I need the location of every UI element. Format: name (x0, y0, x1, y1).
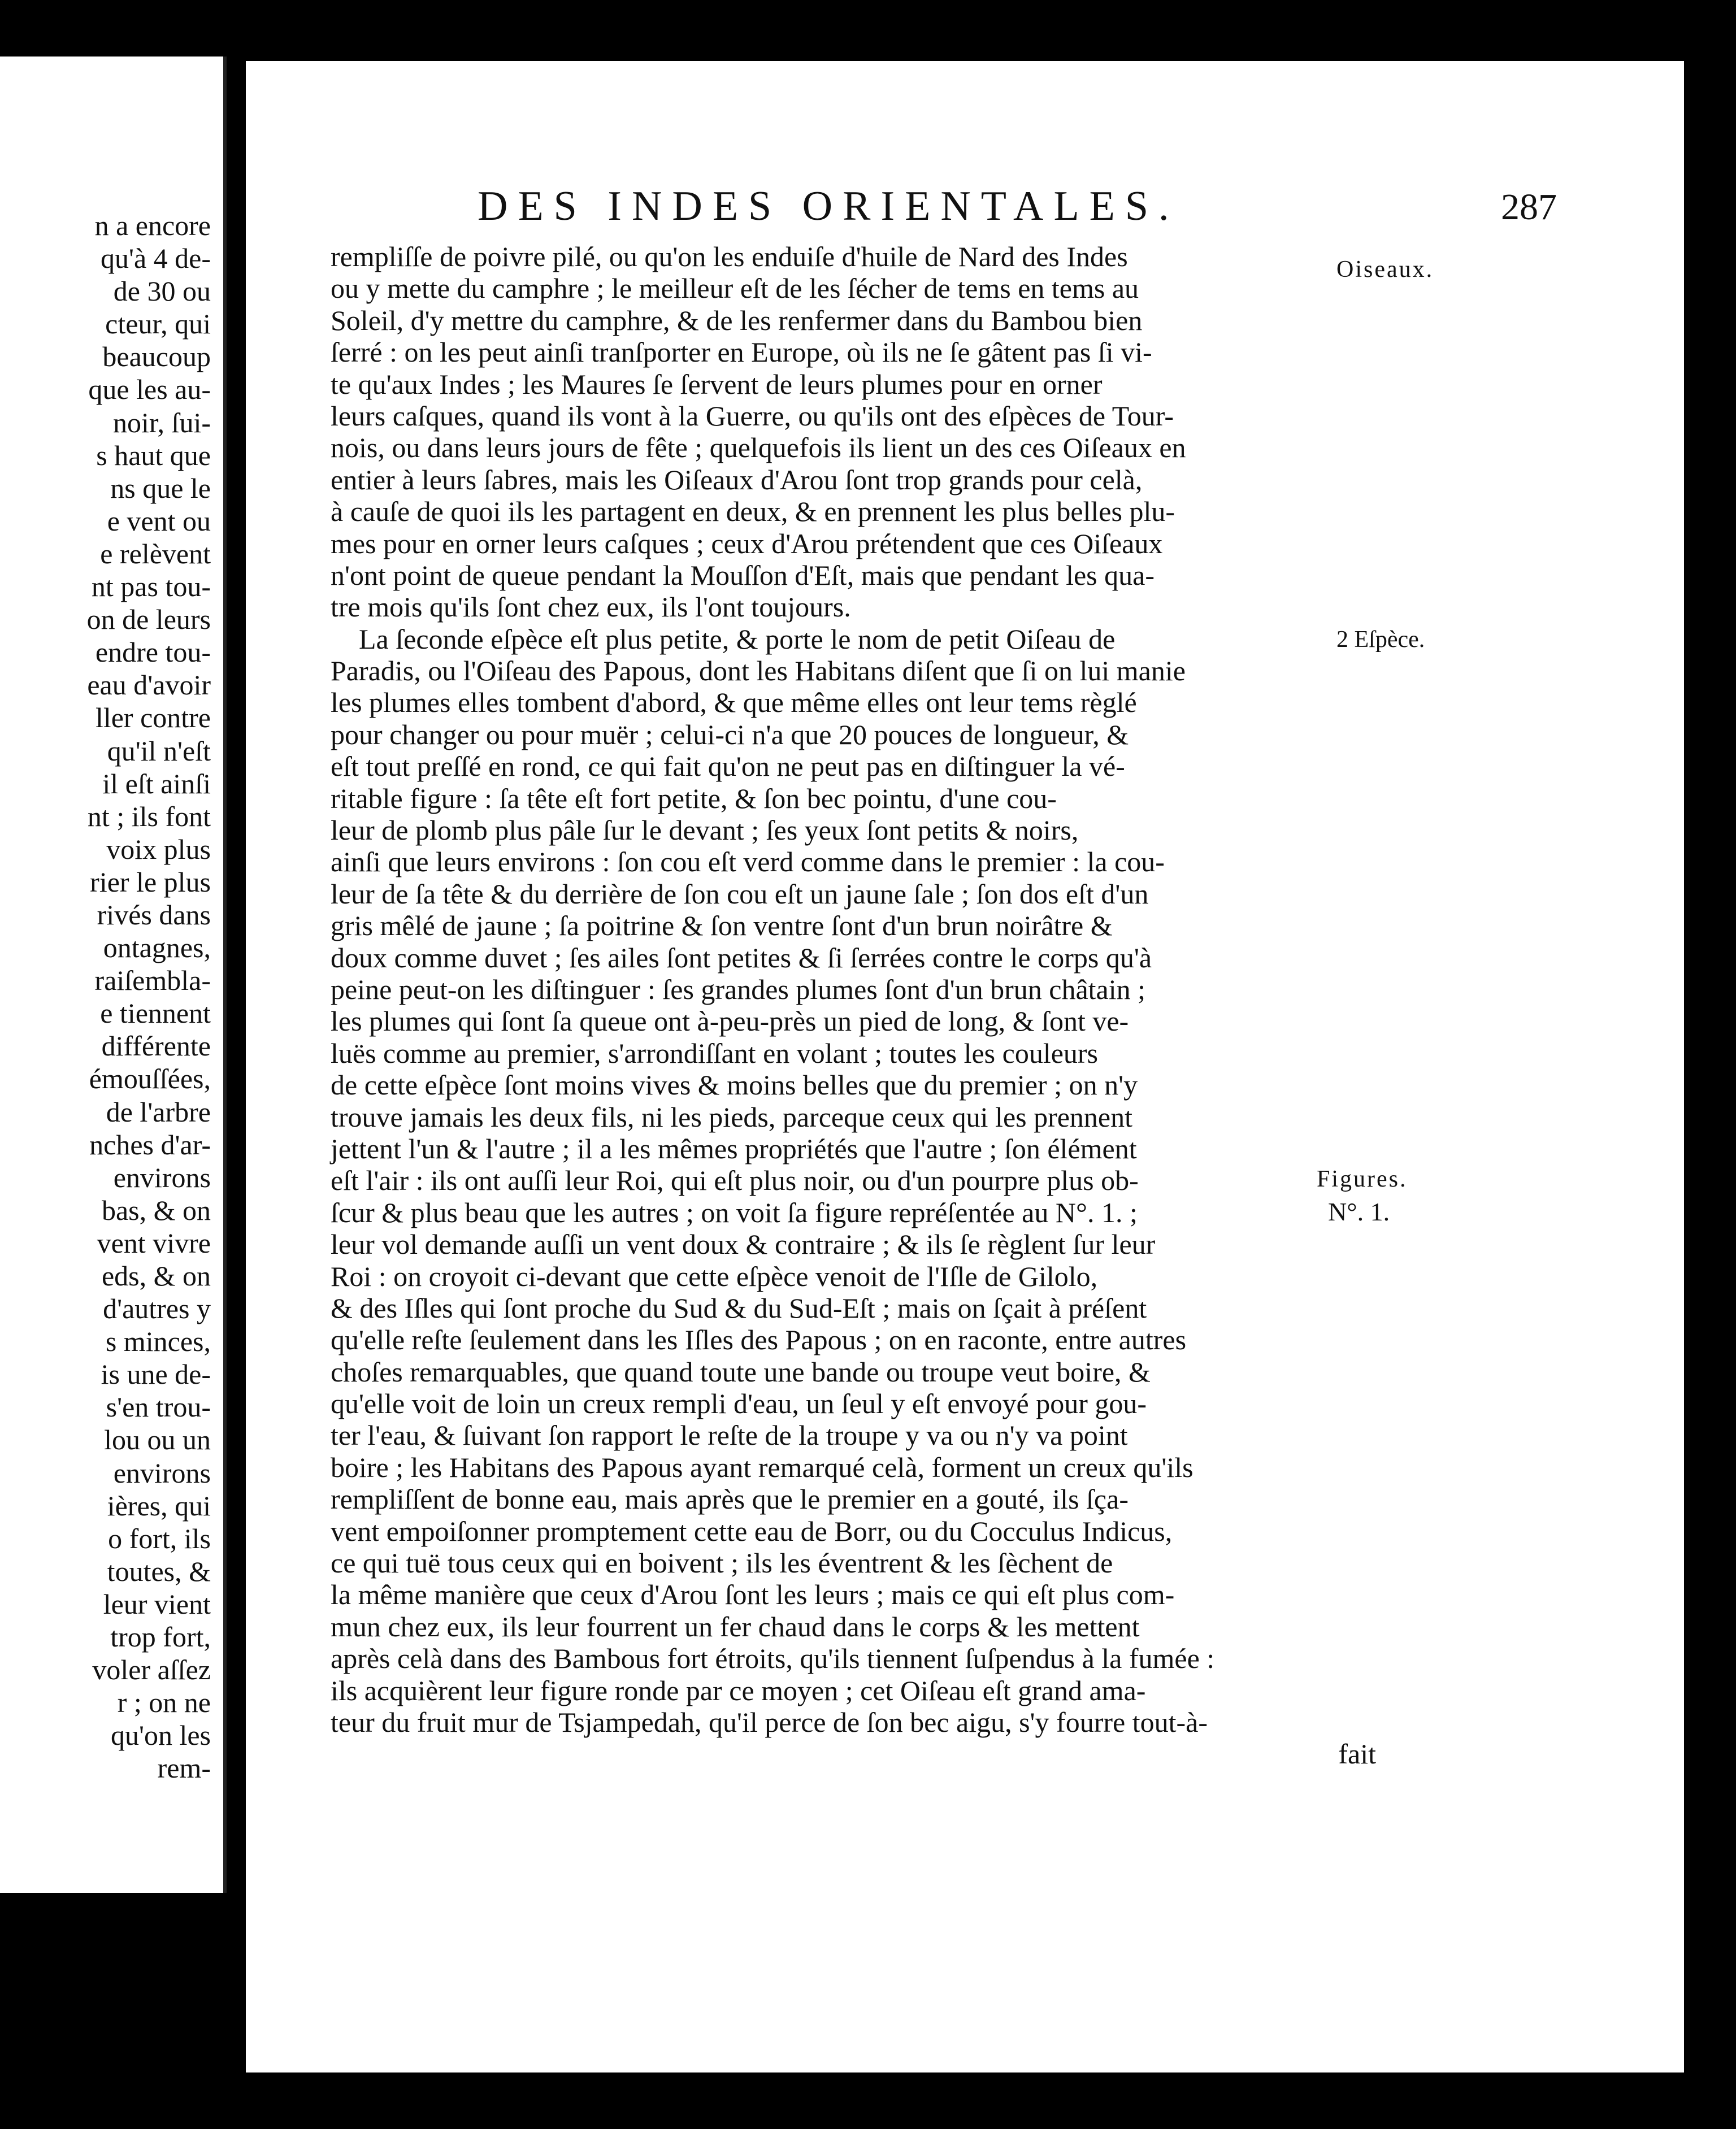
text-line: de cette eſpèce ſont moins vives & moins belles que du premier ; on n'y (331, 1069, 1138, 1101)
left-text-line: ller contre (95, 702, 211, 734)
left-text-line: s haut que (96, 439, 211, 471)
text-line: jettent l'un & l'autre ; il a les mêmes propriétés que l'autre ; ſon élément (331, 1132, 1137, 1165)
text-line: les plumes qui ſont ſa queue ont à-peu-près un pied de long, & ſont ve- (331, 1005, 1129, 1037)
text-line: ſerré : on les peut ainſi tranſporter en Europe, où ils ne ſe gâtent pas ſi vi- (331, 336, 1152, 368)
left-text-line: endre tou- (95, 636, 211, 668)
left-text-line: il eſt ainſi (102, 767, 211, 800)
text-line: La ſeconde eſpèce eſt plus petite, & porte le nom de petit Oiſeau de (359, 623, 1116, 655)
text-line: Paradis, ou l'Oiſeau des Papous, dont les Habitans diſent que ſi on lui manie (331, 655, 1186, 687)
text-line: eſt l'air : ils ont auſſi leur Roi, qui eſt plus noir, ou d'un pourpre plus ob- (331, 1165, 1139, 1197)
text-line: ils acquièrent leur figure ronde par ce moyen ; cet Oiſeau eſt grand ama- (331, 1674, 1146, 1706)
text-line: trouve jamais les deux fils, ni les pieds, parceque ceux qui les prennent (331, 1101, 1133, 1133)
left-text-line: environs (113, 1161, 211, 1193)
left-page-text (87, 209, 211, 1785)
text-line: après celà dans des Bambous fort étroits, qu'ils tiennent ſuſpendus à la fumée : (331, 1643, 1215, 1675)
text-line: leur de ſa tête & du derrière de ſon cou eſt un jaune ſale ; ſon dos eſt d'un (331, 877, 1149, 910)
left-text-line: trop fort, (110, 1621, 211, 1653)
margin-note-figures: Figures. (1317, 1166, 1408, 1192)
text-line: ritable figure : ſa tête eſt fort petite, & ſon bec pointu, d'une cou- (331, 782, 1057, 814)
left-text-line: noir, ſui- (113, 406, 211, 438)
left-text-line: émouſſées, (89, 1063, 211, 1095)
text-line: mes pour en orner leurs caſques ; ceux d'Arou prétendent que ces Oiſeaux (331, 527, 1163, 559)
page-header (478, 183, 1557, 250)
text-line: luës comme au premier, s'arrondiſſant en volant ; toutes les couleurs (331, 1037, 1099, 1069)
left-text-line: ns que le (110, 472, 211, 504)
text-line: leur vol demande auſſi un vent doux & contraire ; & ils ſe règlent ſur leur (331, 1228, 1156, 1261)
left-text-line: eds, & on (101, 1260, 211, 1292)
left-text-line: toutes, & (107, 1555, 211, 1587)
text-line: qu'elle reſte ſeulement dans les Iſles des Papous ; on en raconte, entre autres (331, 1324, 1187, 1356)
left-text-line: s minces, (105, 1326, 211, 1358)
text-line: eſt tout preſſé en rond, ce qui fait qu'on ne peut pas en diſtinguer la vé- (331, 750, 1125, 783)
text-line: gris mêlé de jaune ; ſa poitrine & ſon ventre ſont d'un brun noirâtre & (331, 910, 1113, 942)
text-line: pour changer ou pour muër ; celui-ci n'a que 20 pouces de longueur, & (331, 718, 1129, 750)
left-text-line: environs (113, 1457, 211, 1489)
left-text-line: s'en trou- (106, 1391, 211, 1423)
text-line: & des Iſles qui ſont proche du Sud & du Sud-Eſt ; mais on ſçait à préſent (331, 1292, 1147, 1324)
text-line: Roi : on croyoit ci-devant que cette eſpèce venoit de l'Iſle de Gilolo, (331, 1260, 1098, 1292)
text-line: boire ; les Habitans des Papous ayant remarqué celà, forment un creux qu'ils (331, 1451, 1194, 1483)
left-text-line: is une de- (101, 1358, 211, 1391)
left-text-line: de l'arbre (106, 1096, 211, 1128)
text-line: tre mois qu'ils ſont chez eux, ils l'ont toujours. (331, 591, 851, 623)
left-text-line: o fort, ils (108, 1522, 211, 1554)
text-line: rempliſſe de poivre pilé, ou qu'on les enduiſe d'huile de Nard des Indes (331, 241, 1128, 272)
left-text-line: e vent ou (107, 505, 211, 537)
text-line: doux comme duvet ; ſes ailes ſont petites & ſi ſerrées contre le corps qu'à (331, 941, 1152, 974)
left-text-line: beaucoup (102, 341, 211, 373)
left-text-line: bas, & on (101, 1194, 211, 1226)
left-text-line: qu'à 4 de- (100, 242, 211, 275)
text-line: ainſi que leurs environs : ſon cou eſt verd comme dans le premier : la cou- (331, 846, 1165, 878)
left-text-line: raiſembla- (94, 964, 211, 997)
right-page (246, 61, 1684, 2072)
left-facing-page (0, 57, 227, 1893)
left-text-line: e relèvent (100, 537, 211, 570)
text-line: à cauſe de quoi ils les partagent en deux, & en prennent les plus belles plu- (331, 496, 1175, 528)
running-title: DES INDES ORIENTALES. (478, 183, 1179, 229)
text-line: teur du fruit mur de Tsjampedah, qu'il perce de ſon bec aigu, s'y fourre tout-à- (331, 1706, 1208, 1738)
left-text-line: leur vient (103, 1588, 211, 1620)
text-line: vent empoiſonner promptement cette eau de Borr, ou du Cocculus Indicus, (331, 1515, 1173, 1547)
text-line: la même manière que ceux d'Arou ſont les leurs ; mais ce qui eſt plus com- (331, 1579, 1175, 1611)
left-text-line: lou ou un (104, 1424, 211, 1456)
left-text-line: qu'on les (110, 1719, 211, 1752)
left-text-line: de 30 ou (113, 275, 211, 307)
left-text-line: ières, qui (107, 1489, 211, 1522)
text-line: ſcur & plus beau que les autres ; on voit ſa figure repréſentée au N°. 1. ; (331, 1196, 1138, 1228)
margin-note-number: N°. 1. (1328, 1197, 1390, 1226)
left-text-line: e tiennent (100, 997, 211, 1029)
page-number: 287 (1501, 186, 1557, 228)
text-line: rempliſſent de bonne eau, mais après que le premier en a gouté, ils ſça- (331, 1483, 1129, 1515)
text-line: ter l'eau, & ſuivant ſon rapport le reſte de la troupe y va ou n'y va point (331, 1419, 1128, 1452)
left-text-line: ontagnes, (103, 932, 211, 964)
left-text-line: cteur, qui (105, 308, 211, 340)
left-text-line: rivés dans (97, 898, 211, 931)
left-text-line: n a encore (94, 210, 211, 241)
left-text-line: rier le plus (90, 866, 211, 898)
left-text-line: vent vivre (97, 1227, 211, 1259)
left-text-line: d'autres y (103, 1293, 211, 1325)
margin-note-espece: 2 Eſpèce. (1336, 627, 1425, 653)
left-text-line: nt ; ils font (87, 800, 211, 832)
text-line: te qu'aux Indes ; les Maures ſe ſervent de leurs plumes pour en orner (331, 368, 1103, 400)
left-text-line: eau d'avoir (87, 669, 211, 701)
text-line: peine peut-on les diſtinguer : ſes grandes plumes ſont d'un brun châtain ; (331, 973, 1146, 1005)
text-line: leurs caſques, quand ils vont à la Guerre, ou qu'ils ont des eſpèces de Tour- (331, 399, 1174, 432)
left-text-line: on de leurs (86, 603, 211, 636)
text-line: n'ont point de queue pendant la Mouſſon d'Eſt, mais que pendant les qua- (331, 559, 1155, 591)
text-line: fait (1338, 1738, 1376, 1770)
text-line: Soleil, d'y mettre du camphre, & de les renfermer dans du Bambou bien (331, 304, 1143, 336)
left-text-line: voler aſſez (92, 1654, 211, 1686)
text-line: les plumes elles tombent d'abord, & que même elles ont leur tems règlé (331, 687, 1137, 719)
text-line: qu'elle voit de loin un creux rempli d'eau, un ſeul y eſt envoyé pour gou- (331, 1388, 1147, 1420)
left-text-line: r ; on ne (117, 1687, 211, 1719)
text-line: nois, ou dans leurs jours de fête ; quelquefois ils lient un des ces Oiſeaux en (331, 432, 1186, 464)
text-line: ou y mette du camphre ; le meilleur eſt de les ſécher de tems en tems au (331, 272, 1139, 305)
text-line: leur de plomb plus pâle ſur le devant ; ſes yeux ſont petits & noirs, (331, 814, 1079, 846)
left-text-line: nt pas tou- (91, 571, 211, 603)
margin-note-oiseaux: Oiseaux. (1336, 257, 1434, 283)
left-text-line: différente (101, 1030, 211, 1062)
left-text-line: nches d'ar- (89, 1128, 211, 1161)
text-line: mun chez eux, ils leur fourrent un fer chaud dans le corps & les mettent (331, 1610, 1140, 1643)
left-text-line: qu'il n'eſt (107, 735, 211, 767)
text-line: ce qui tuë tous ceux qui en boivent ; ils les éventrent & les ſèchent de (331, 1547, 1113, 1579)
left-text-line: voix plus (106, 833, 211, 865)
text-line: choſes remarquables, que quand toute une bande ou troupe veut boire, & (331, 1355, 1151, 1388)
left-text-line: rem- (157, 1752, 211, 1784)
text-line: entier à leurs ſabres, mais les Oiſeaux d'Arou ſont trop grands pour celà, (331, 463, 1143, 496)
left-text-line: que les au- (88, 373, 211, 406)
body-text (331, 241, 1376, 1770)
